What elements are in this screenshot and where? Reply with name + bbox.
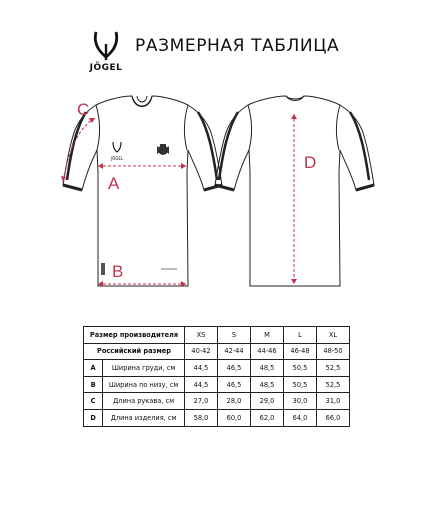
table-row-b [84, 376, 350, 393]
table-cell: 52,5 [317, 360, 350, 377]
size-m: M [251, 327, 284, 344]
size-xs: XS [185, 327, 218, 344]
page-title: РАЗМЕРНАЯ ТАБЛИЦА [135, 36, 340, 56]
brand-name: JÖGEL [89, 63, 123, 73]
table-cell: 27,0 [185, 393, 218, 410]
table-row-a [84, 360, 350, 377]
table-cell: 29,0 [251, 393, 284, 410]
russia-emblem-icon [157, 144, 169, 155]
measure-a-label: A [108, 174, 120, 193]
row-label: Длина изделия, см [103, 409, 185, 426]
manufacturer-label: Размер производителя [84, 327, 185, 344]
table-cell: 52,5 [317, 376, 350, 393]
front-jogel-logo-icon [113, 142, 121, 152]
table-cell: 46,5 [218, 376, 251, 393]
measure-d-line [291, 114, 297, 284]
shirt-diagrams [0, 90, 428, 305]
size-xl: XL [317, 327, 350, 344]
row-letter: C [84, 393, 103, 410]
table-row-russian [84, 343, 350, 360]
russian-size-label: Российский размер [84, 343, 185, 360]
table-cell: 46,5 [218, 360, 251, 377]
table-cell: 58,0 [185, 409, 218, 426]
front-logo-text: JÖGEL [110, 156, 124, 161]
measure-d-label: D [304, 153, 317, 172]
size-table [83, 326, 350, 427]
hem-print-icon [161, 268, 177, 270]
table-cell: 50,5 [284, 376, 317, 393]
table-cell: 44,5 [185, 360, 218, 377]
table-cell: 44,5 [185, 376, 218, 393]
size-l: L [284, 327, 317, 344]
table-cell: 62,0 [251, 409, 284, 426]
size-label-icon [101, 263, 105, 275]
table-cell: 48,5 [251, 376, 284, 393]
table-row-c [84, 393, 350, 410]
table-cell: 60,0 [218, 409, 251, 426]
table-cell: 50,5 [284, 360, 317, 377]
table-cell: 42-44 [218, 343, 251, 360]
row-letter: A [84, 360, 103, 377]
table-cell: 28,0 [218, 393, 251, 410]
row-letter: D [84, 409, 103, 426]
table-cell: 48,5 [251, 360, 284, 377]
table-cell: 31,0 [317, 393, 350, 410]
table-row-d [84, 409, 350, 426]
measure-a-line [98, 163, 186, 169]
measure-c-label: C [77, 100, 90, 119]
row-label: Ширина груди, см [103, 360, 185, 377]
table-cell: 64,0 [284, 409, 317, 426]
table-cell: 40-42 [185, 343, 218, 360]
table-cell: 66,0 [317, 409, 350, 426]
row-label: Длина рукава, см [103, 393, 185, 410]
table-row-manufacturer [84, 327, 350, 344]
table-cell: 30,0 [284, 393, 317, 410]
row-label: Ширина по низу, см [103, 376, 185, 393]
table-cell: 48-50 [317, 343, 350, 360]
row-letter: B [84, 376, 103, 393]
measure-b-label: B [112, 262, 124, 281]
size-s: S [218, 327, 251, 344]
table-cell: 44-46 [251, 343, 284, 360]
table-cell: 46-48 [284, 343, 317, 360]
